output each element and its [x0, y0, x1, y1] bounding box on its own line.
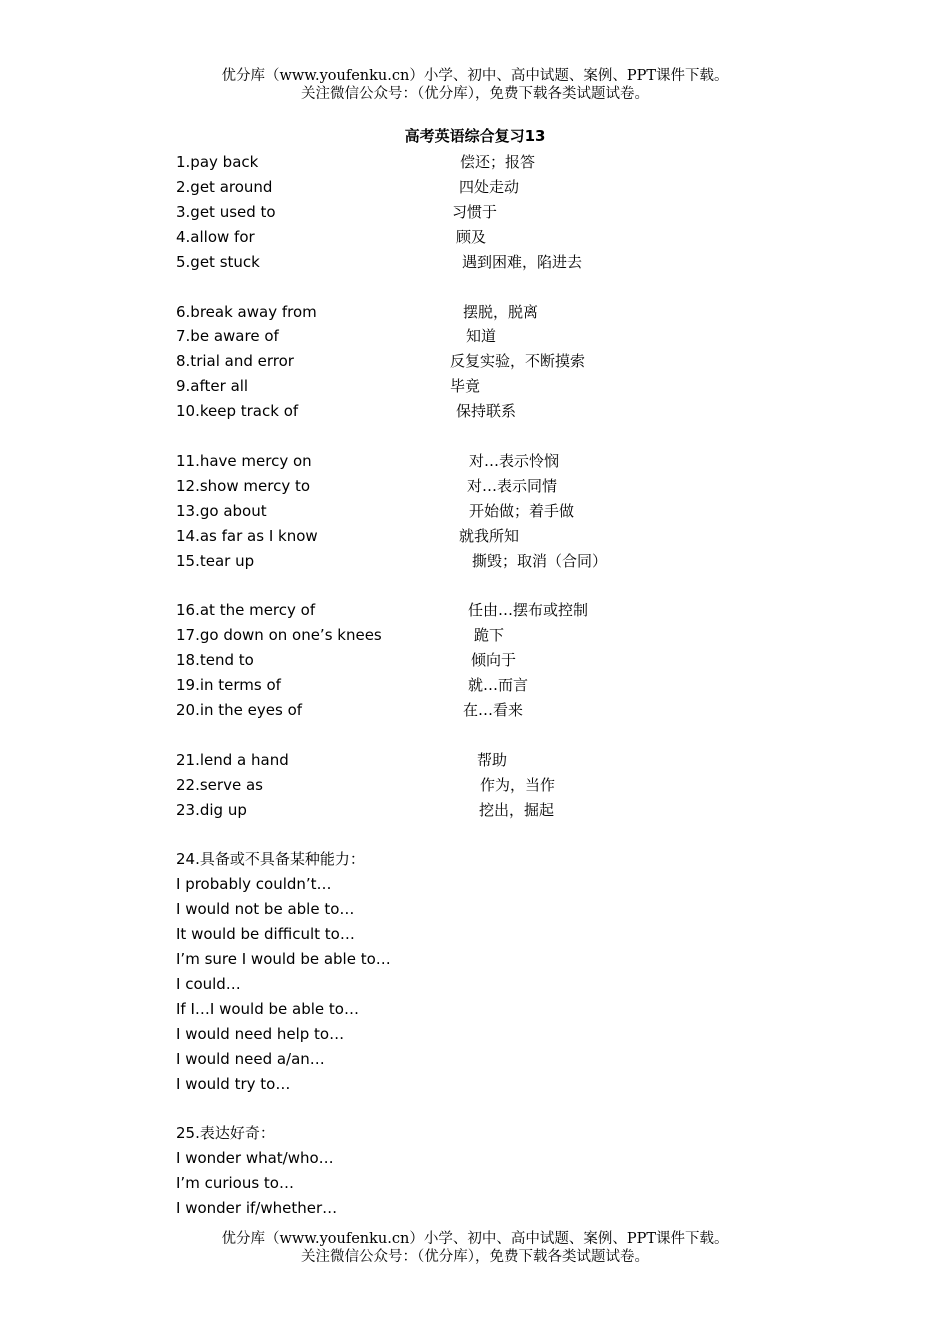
phrase-chinese: 作为，当作 [480, 776, 556, 794]
phrase-english: 9.after all [176, 377, 249, 395]
phrase-item [176, 798, 776, 822]
phrase-chinese: 保持联系 [456, 402, 517, 420]
phrase-item [176, 150, 776, 174]
phrase-english: 16.at the mercy of [176, 601, 316, 619]
phrase-chinese: 在…看来 [463, 701, 524, 719]
header-line-1: 优分库（www.youfenku.cn）小学、初中、高中试题、案例、PPT课件下载。 [221, 68, 729, 84]
phrase-item [176, 524, 776, 548]
phrase-item [176, 499, 776, 523]
header-line-2: 关注微信公众号：（优分库），免费下载各类试题试卷。 [301, 86, 649, 102]
phrase-chinese: 顾及 [456, 228, 487, 246]
expression-line: I probably couldn’t… [176, 875, 332, 893]
phrase-english: 7.be aware of [176, 327, 279, 345]
phrase-chinese: 遇到困难，陷进去 [462, 253, 583, 271]
expression-line: I could… [176, 975, 241, 993]
phrase-chinese: 摆脱，脱离 [463, 303, 539, 321]
section-title: 具备或不具备某种能力： [199, 850, 365, 868]
phrase-english: 18.tend to [176, 651, 254, 669]
page-footer [0, 1230, 950, 1266]
phrase-english: 21.lend a hand [176, 751, 289, 769]
footer-line-2: 关注微信公众号：（优分库），免费下载各类试题试卷。 [301, 1249, 649, 1265]
phrase-chinese: 习惯于 [452, 203, 498, 221]
section-heading [176, 847, 365, 871]
phrase-chinese: 帮助 [477, 751, 508, 769]
phrase-english: 19.in terms of [176, 676, 281, 694]
phrase-english: 5.get stuck [176, 253, 260, 271]
section-number: 25. [176, 1124, 200, 1142]
phrase-english: 3.get used to [176, 203, 276, 221]
phrase-chinese: 开始做；着手做 [469, 502, 575, 520]
phrase-chinese: 倾向于 [471, 651, 517, 669]
phrase-english: 8.trial and error [176, 352, 294, 370]
phrase-item [176, 773, 776, 797]
phrase-chinese: 反复实验，不断摸索 [450, 352, 586, 370]
phrase-chinese: 知道 [466, 327, 497, 345]
phrase-item [176, 225, 776, 249]
phrase-item [176, 374, 776, 398]
phrase-item [176, 200, 776, 224]
phrase-chinese: 就…而言 [468, 676, 529, 694]
phrase-english: 11.have mercy on [176, 452, 312, 470]
phrase-item [176, 474, 776, 498]
expression-line: I would try to… [176, 1075, 291, 1093]
expression-line: I would need help to… [176, 1025, 345, 1043]
phrase-chinese: 偿还；报答 [460, 153, 536, 171]
phrase-item [176, 598, 776, 622]
phrase-english: 10.keep track of [176, 402, 299, 420]
phrase-english: 6.break away from [176, 303, 317, 321]
section-title: 表达好奇： [199, 1124, 275, 1142]
phrase-english: 20.in the eyes of [176, 701, 303, 719]
phrase-item [176, 648, 776, 672]
phrase-chinese: 对…表示怜悯 [469, 452, 560, 470]
phrase-item [176, 549, 776, 573]
expression-line: I’m sure I would be able to… [176, 950, 391, 968]
phrase-chinese: 毕竟 [450, 377, 481, 395]
phrase-english: 22.serve as [176, 776, 263, 794]
phrase-item [176, 175, 776, 199]
phrase-english: 13.go about [176, 502, 267, 520]
phrase-chinese: 跪下 [474, 626, 505, 644]
phrase-item [176, 449, 776, 473]
page-header [0, 67, 950, 103]
phrase-english: 4.allow for [176, 228, 255, 246]
document-title: 高考英语综合复习13 [404, 127, 546, 145]
phrase-item [176, 698, 776, 722]
phrase-chinese: 撕毁；取消（合同） [472, 552, 608, 570]
phrase-item [176, 673, 776, 697]
phrase-item [176, 623, 776, 647]
phrase-chinese: 四处走动 [459, 178, 520, 196]
phrase-chinese: 挖出，掘起 [479, 801, 555, 819]
phrase-english: 15.tear up [176, 552, 255, 570]
expression-line: I wonder what/who… [176, 1149, 334, 1167]
phrase-chinese: 就我所知 [459, 527, 520, 545]
phrase-english: 12.show mercy to [176, 477, 311, 495]
phrase-item [176, 324, 776, 348]
phrase-english: 23.dig up [176, 801, 247, 819]
section-heading [176, 1121, 275, 1145]
phrase-english: 17.go down on one’s knees [176, 626, 382, 644]
phrase-item [176, 250, 776, 274]
phrase-english: 1.pay back [176, 153, 259, 171]
footer-line-1: 优分库（www.youfenku.cn）小学、初中、高中试题、案例、PPT课件下载。 [221, 1231, 729, 1247]
phrase-english: 2.get around [176, 178, 273, 196]
phrase-chinese: 对…表示同情 [467, 477, 558, 495]
phrase-item [176, 349, 776, 373]
phrase-item [176, 399, 776, 423]
expression-line: I would need a/an… [176, 1050, 325, 1068]
phrase-chinese: 任由…摆布或控制 [468, 601, 589, 619]
expression-line: It would be difficult to… [176, 925, 355, 943]
expression-line: I would not be able to… [176, 900, 355, 918]
expression-line: I wonder if/whether… [176, 1199, 338, 1217]
phrase-item [176, 300, 776, 324]
phrase-english: 14.as far as I know [176, 527, 318, 545]
section-number: 24. [176, 850, 200, 868]
phrase-item [176, 748, 776, 772]
expression-line: I’m curious to… [176, 1174, 294, 1192]
expression-line: If I…I would be able to… [176, 1000, 359, 1018]
